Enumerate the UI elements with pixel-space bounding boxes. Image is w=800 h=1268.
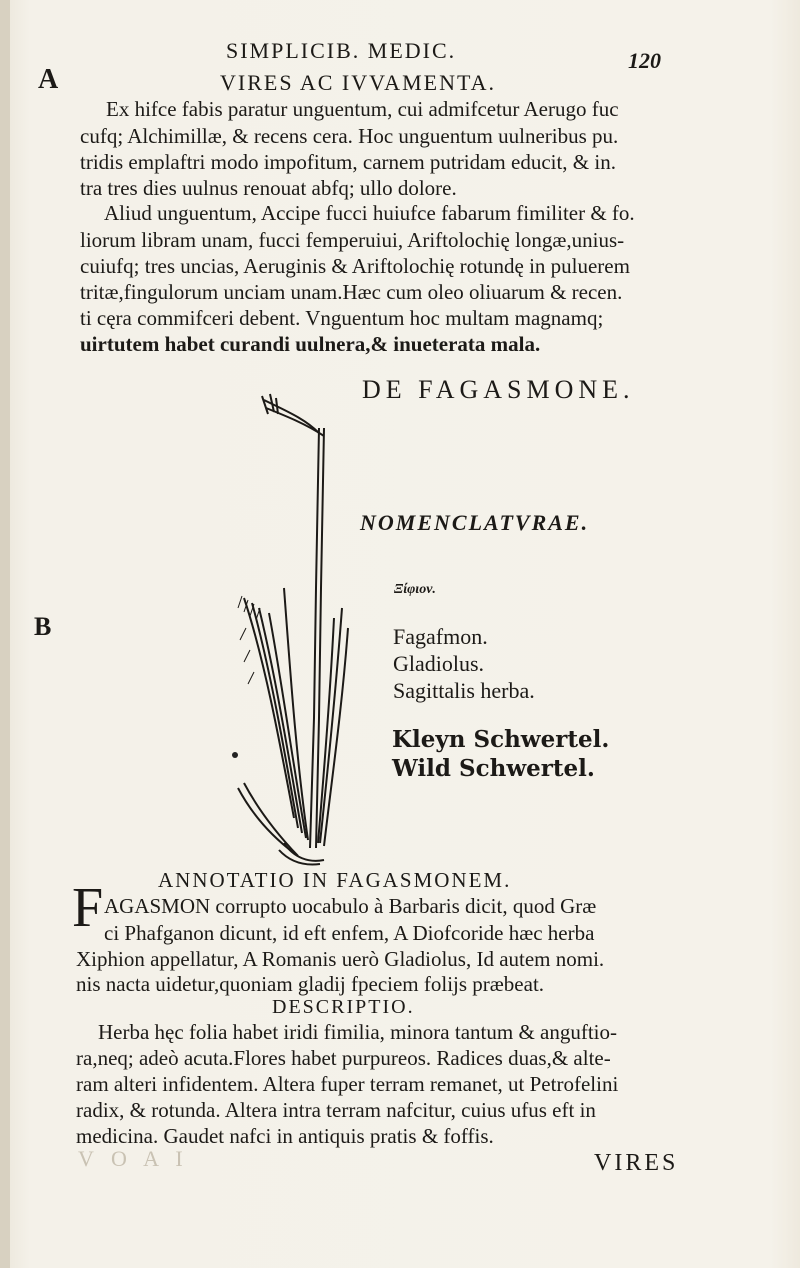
vires-line: cuiufq; tres uncias, Aeruginis & Ariftolochię rotundę in puluerem — [80, 254, 630, 278]
latin-name: Fagafmon. — [393, 624, 488, 649]
descriptio-line: ram alteri infidentem. Altera fuper terram remanet, ut Petrofelini — [76, 1072, 619, 1096]
section-title: DE FAGASMONE. — [362, 375, 635, 404]
german-name: Kleyn Schwertel. — [392, 726, 610, 753]
margin-letter-b: B — [34, 612, 52, 641]
vires-line: Aliud unguentum, Accipe fucci huiufce fabarum fimiliter & fo. — [104, 201, 635, 225]
descriptio-line: Herba hęc folia habet iridi fimilia, minora tantum & anguftio- — [98, 1020, 618, 1044]
vires-line: Ex hifce fabis paratur unguentum, cui admifcetur Aerugo fuc — [106, 97, 619, 121]
greek-name: Ξίφιον. — [394, 582, 436, 597]
german-name: Wild Schwertel. — [392, 755, 595, 782]
vires-line: cufq; Alchimillæ, & recens cera. Hoc unguentum uulneribus pu. — [80, 124, 619, 148]
annotatio-heading: ANNOTATIO IN FAGASMONEM. — [158, 868, 512, 892]
annotatio-line: Xiphion appellatur, A Romanis uerò Gladiolus, Id autem nomi. — [76, 947, 605, 971]
descriptio-heading: DESCRIPTIO. — [272, 996, 415, 1018]
page-number: 120 — [628, 48, 661, 73]
latin-name: Gladiolus. — [393, 651, 485, 676]
vires-line: tridis emplaftri modo impofitum, carnem putridam educit, & in. — [80, 150, 616, 174]
annotatio-line: nis nacta uidetur,quoniam gladij fpeciem folijs præbeat. — [76, 972, 545, 996]
vires-heading: VIRES AC IVVAMENTA. — [220, 70, 497, 95]
vires-line: liorum libram unam, fucci femperuiui, Ariftolochię longæ,unius- — [80, 228, 625, 252]
catchword: VIRES — [594, 1150, 679, 1176]
descriptio-line: medicina. Gaudet nafci in antiquis pratis & foffis. — [76, 1124, 494, 1148]
faded-bleedthrough-text: V O A I — [78, 1146, 189, 1171]
margin-letter-a: A — [38, 64, 59, 95]
vires-line: ti cęra commifceri debent. Vnguentum hoc multam magnamq; — [80, 306, 604, 330]
page-gutter-edge — [0, 0, 10, 1268]
margin-dot — [232, 752, 238, 758]
vires-line: tra tres dies uulnus renouat abfq; ullo dolore. — [80, 176, 457, 200]
vires-line: tritæ,fingulorum unciam unam.Hæc cum oleo oliuarum & recen. — [80, 280, 623, 304]
annotatio-line: ci Phafganon dicunt, id eft enfem, A Diofcoride hæc herba — [104, 921, 595, 945]
gladiolus-woodcut-illustration — [224, 388, 354, 868]
running-header: SIMPLICIB. MEDIC. — [226, 38, 457, 63]
descriptio-line: radix, & rotunda. Altera intra terram nafcitur, cuius ufus eft in — [76, 1098, 596, 1122]
descriptio-line: ra,neq; adeò acuta.Flores habet purpureos. Radices duas,& alte- — [76, 1046, 611, 1070]
drop-cap: F — [72, 877, 104, 939]
vires-line: uirtutem habet curandi uulnera,& inueterata mala. — [80, 332, 541, 356]
annotatio-line: AGASMON corrupto uocabulo à Barbaris dicit, quod Græ — [104, 894, 597, 918]
nomenclature-heading: NOMENCLATVRAE. — [360, 510, 590, 535]
latin-name: Sagittalis herba. — [393, 678, 535, 703]
